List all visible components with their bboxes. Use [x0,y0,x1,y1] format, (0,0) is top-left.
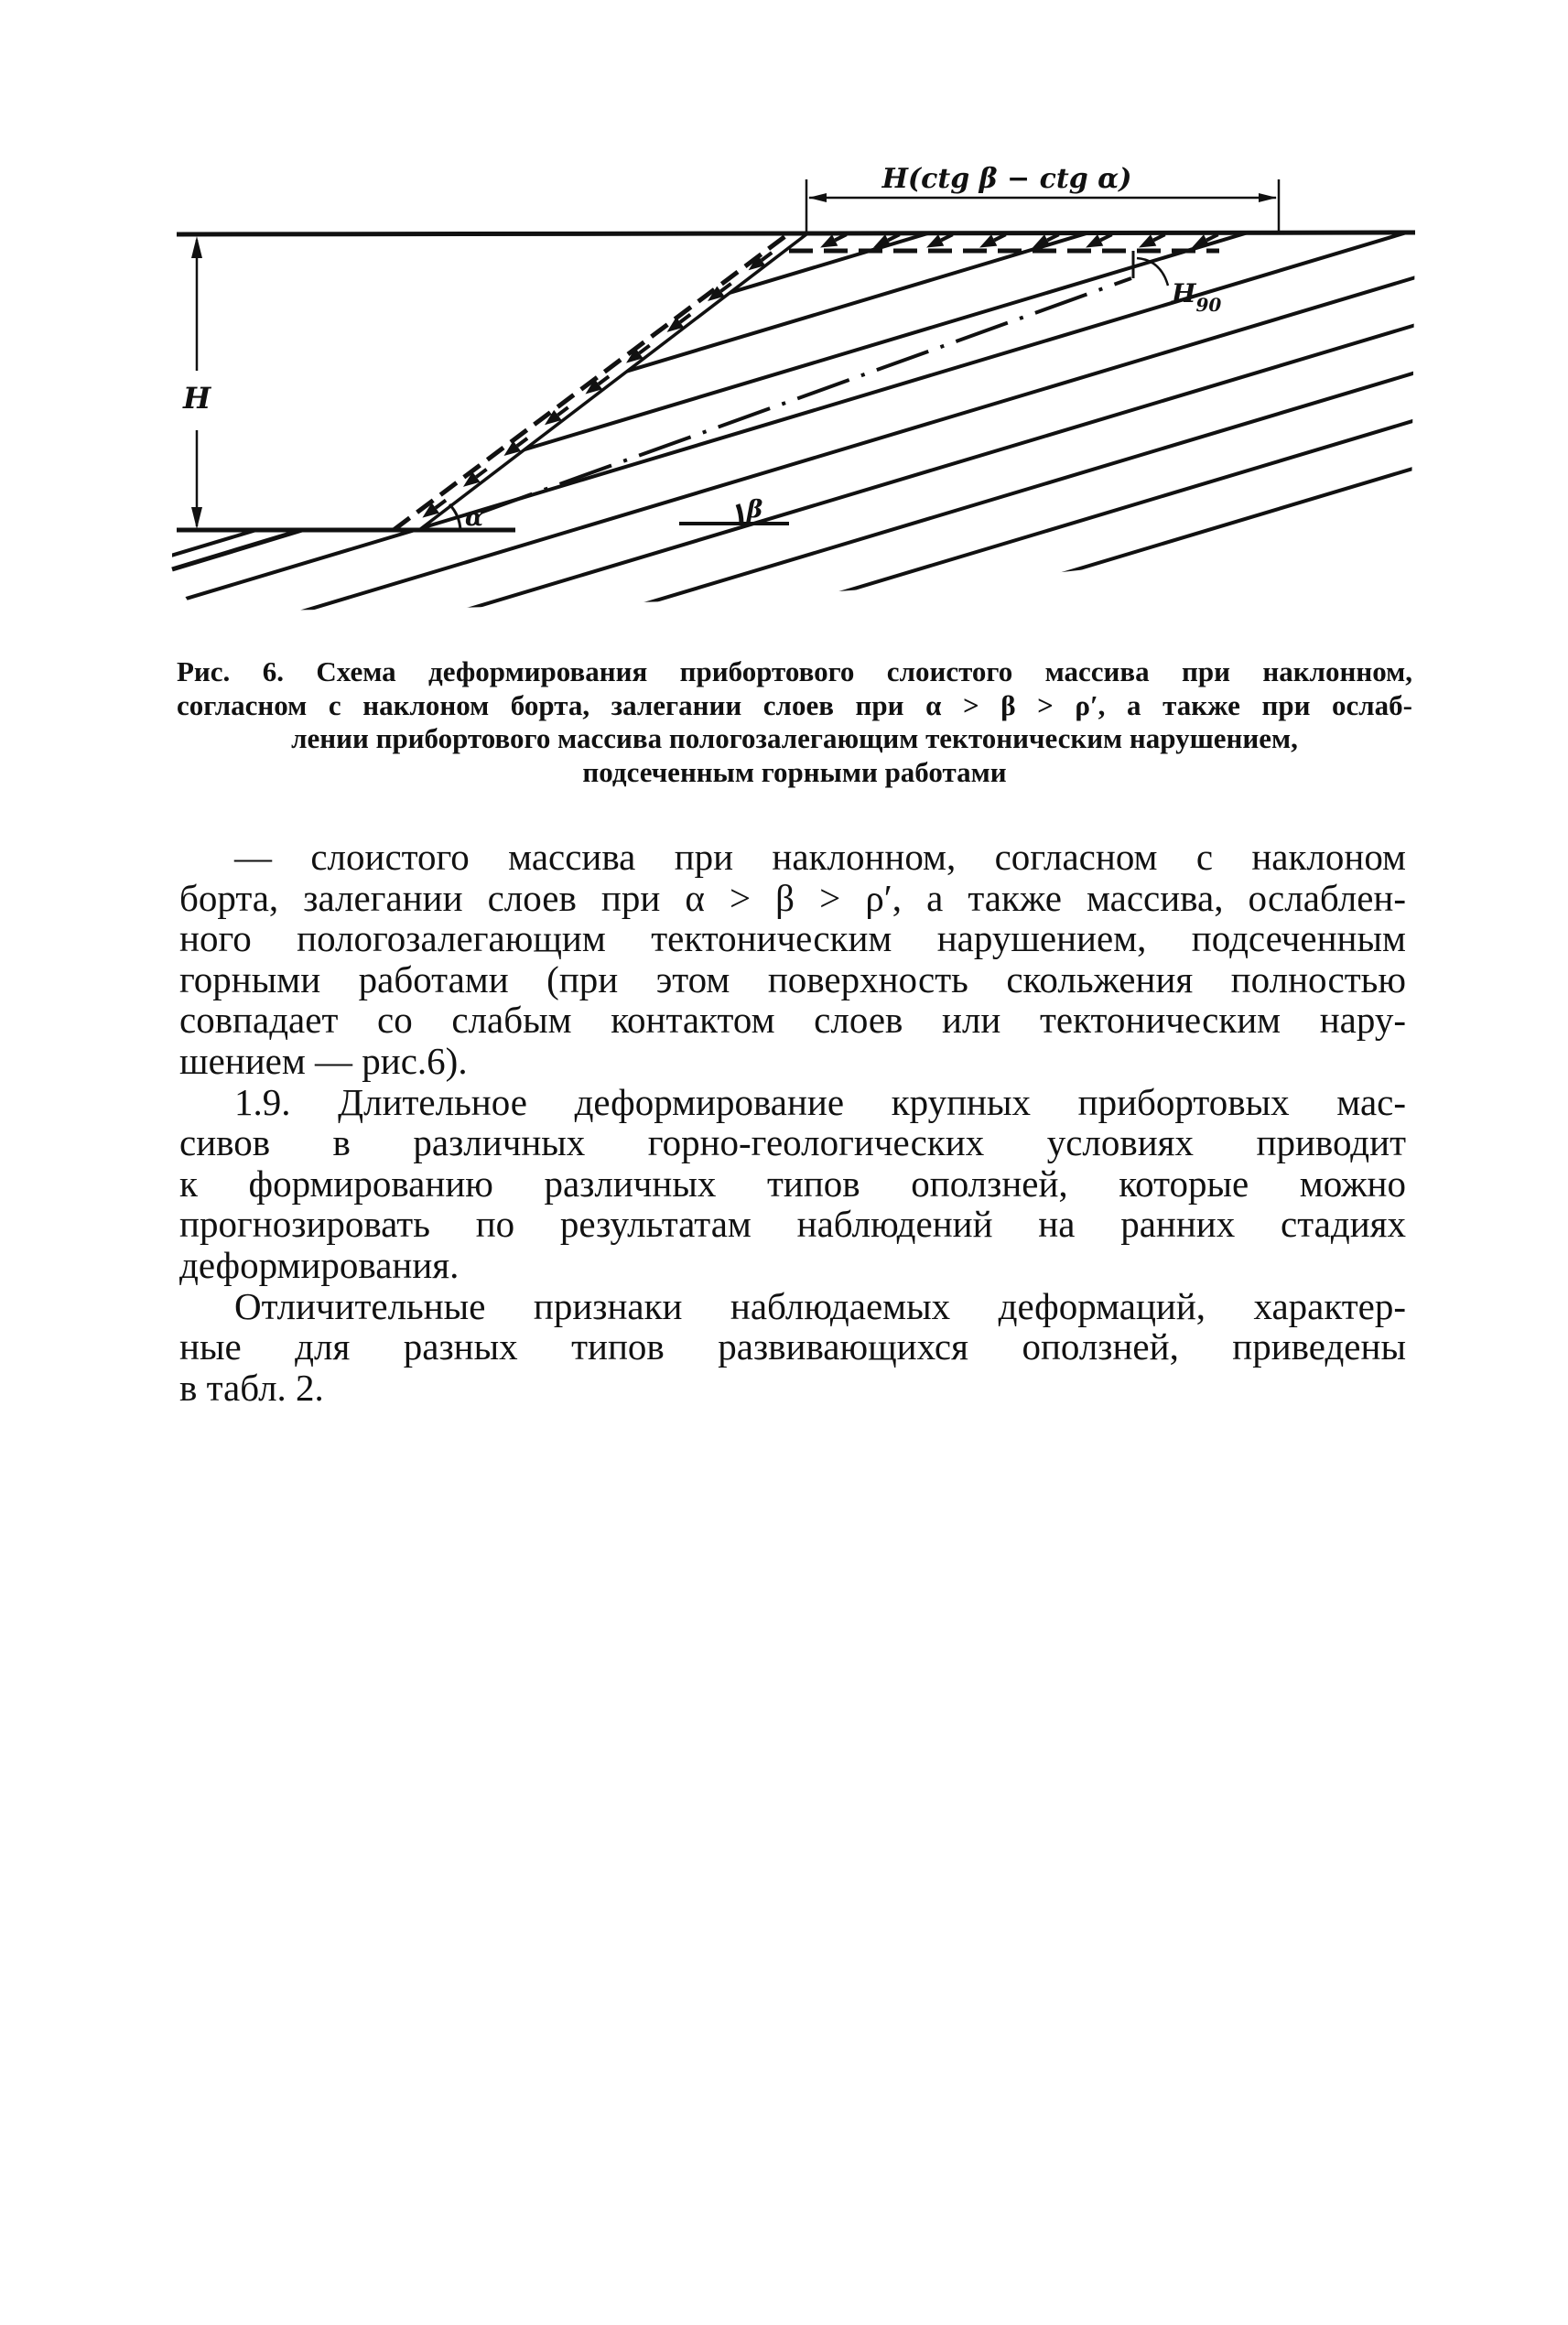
arrow-tail [1206,234,1218,240]
paragraph-line: борта, залегании слоев при α > β > ρ′, а также массива, ослаблен- [179,876,1406,919]
layer-line [137,274,1428,641]
caption-line: лении прибортового массива пологозалегающим тектоническим нарушением, [291,722,1298,754]
arrow-icon [1192,234,1209,247]
paragraph-line: совпадает со слабым контактом слоев или тектоническим нару- [179,999,1406,1042]
arrow-icon [926,234,944,247]
rock-layer-lines [137,83,1428,641]
arrow-tail [517,438,527,446]
arrow-icon [820,234,838,247]
figure-caption [177,655,1412,789]
arrow-icon [1033,234,1050,247]
layer-line [137,559,1428,641]
height-label: H [183,381,211,416]
arrowhead-right-icon [1259,193,1277,202]
top-surface-line [177,232,1415,234]
layer-line [137,131,1428,518]
caption-line: согласном с наклоном борта, залегании слоев при α > β > ρ′, а также при ослаб- [177,688,1412,721]
layer-line [137,321,1428,641]
arrowhead-left-icon [808,193,827,202]
paragraph-line: 1.9. Длительное деформирование крупных прибортовых мас- [234,1080,1406,1123]
paragraph-line: Отличительные признаки наблюдаемых деформаций, характер- [234,1284,1406,1327]
paragraph-line: шением — рис.6). [179,1039,468,1082]
slope-deformation-diagram [0,0,1568,641]
arrow-tail [599,376,609,384]
paragraph-line: горными работами (при этом поверхность скольжения полностью [179,957,1406,1000]
paragraph-line: ного пологозалегающим тектоническим нарушением, подсеченным [179,917,1406,960]
arrow-icon [1086,234,1103,247]
arrow-tail [1100,234,1112,240]
width-dimension-label: H(ctg β − ctg α) [881,163,1132,195]
arrow-icon [873,234,891,247]
paragraph-line: ные для разных типов развивающихся оползней, приведены [179,1325,1406,1368]
beta-angle-arc [738,504,741,524]
layer-line [137,369,1428,641]
layer-line [137,464,1428,641]
arrowhead-up-icon [191,236,202,258]
layer-line [137,83,1428,470]
paragraph-line: деформирования. [179,1243,460,1286]
caption-line: подсеченным горными работами [582,755,1007,788]
arrowhead-down-icon [191,507,202,529]
arrow-tail [1047,234,1059,240]
arrow-tail [1153,234,1165,240]
arrow-tail [476,470,486,477]
paragraph-line: сивов в различных горно-геологических условиях приводит [179,1121,1406,1164]
layer-line [137,226,1428,613]
h90-label: $H_{90}$ [1172,278,1222,316]
paragraph-line: прогнозировать по результатам наблюдений на ранних стадиях [179,1203,1406,1246]
paragraph-line: — слоистого массива при наклонном, согласном с наклоном [234,836,1406,878]
arrow-tail [436,500,446,507]
arrow-icon [1139,234,1156,247]
paragraph-line: в табл. 2. [179,1366,324,1409]
alpha-label: α [465,504,484,532]
caption-line: Рис. 6. Схема деформирования прибортового слоистого массива при наклонном, [177,655,1412,687]
paragraph-line: к формированию различных типов оползней, которые можно [179,1162,1406,1205]
beta-label: β [747,496,763,524]
h90-leader [1137,258,1168,286]
fault-line-dashdot [481,278,1131,513]
body-text [179,837,1406,1408]
arrow-tail [762,253,772,260]
layer-line [137,607,1428,641]
arrow-icon [979,234,997,247]
